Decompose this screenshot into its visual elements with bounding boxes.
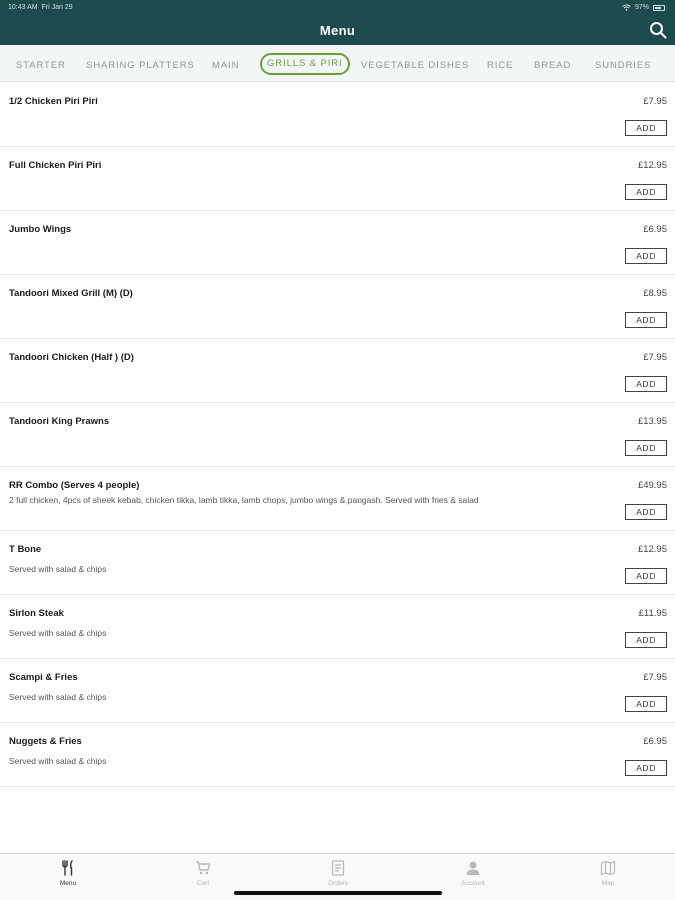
menu-item <box>0 467 675 531</box>
tab-starter[interactable]: STARTER <box>16 60 66 71</box>
tab-grills-piri[interactable]: GRILLS & PIRI <box>260 53 350 75</box>
page-title: Menu <box>319 23 356 38</box>
cart-icon <box>195 860 211 876</box>
home-indicator[interactable] <box>234 891 442 895</box>
item-price: £12.95 <box>637 160 667 171</box>
menu-item <box>0 83 675 147</box>
tab-rice[interactable]: RICE <box>487 60 514 71</box>
add-button[interactable]: ADD <box>625 248 667 264</box>
wifi-icon <box>622 4 631 11</box>
item-price: £12.95 <box>637 544 667 555</box>
add-button[interactable]: ADD <box>625 120 667 136</box>
search-icon[interactable] <box>649 21 667 39</box>
tabbar-item-account[interactable] <box>443 860 503 887</box>
item-price: £6.95 <box>643 736 667 747</box>
item-name: Jumbo Wings <box>9 224 72 235</box>
item-name: Tandoori King Prawns <box>9 416 110 427</box>
item-name: RR Combo (Serves 4 people) <box>9 480 140 491</box>
item-price: £7.95 <box>643 96 667 107</box>
menu-item <box>0 659 675 723</box>
item-description: Served with salad & chips <box>9 628 107 638</box>
cutlery-icon <box>60 860 76 876</box>
battery-percent: 97% <box>634 4 649 11</box>
map-icon <box>600 860 616 876</box>
item-name: 1/2 Chicken Piri Piri <box>9 96 98 107</box>
tabbar-item-orders[interactable] <box>308 860 368 887</box>
tab-sundries[interactable]: SUNDRIES <box>595 60 652 71</box>
add-button[interactable]: ADD <box>625 632 667 648</box>
item-name: Tandoori Chicken (Half ) (D) <box>9 352 134 363</box>
tabbar-label: Account <box>461 880 485 887</box>
status-bar <box>0 0 675 16</box>
menu-item <box>0 531 675 595</box>
menu-item <box>0 595 675 659</box>
add-button[interactable]: ADD <box>625 312 667 328</box>
item-description: Served with salad & chips <box>9 564 107 574</box>
item-name: Full Chicken Piri Piri <box>9 160 102 171</box>
item-name: T Bone <box>9 544 42 555</box>
item-price: £7.95 <box>643 672 667 683</box>
account-icon <box>465 860 481 876</box>
item-name: Sirlon Steak <box>9 608 64 619</box>
tabbar-label: Menu <box>59 880 77 887</box>
tab-main[interactable]: MAIN <box>212 60 240 71</box>
add-button[interactable]: ADD <box>625 568 667 584</box>
battery-icon <box>653 5 665 11</box>
menu-item <box>0 147 675 211</box>
item-price: £8.95 <box>643 288 667 299</box>
item-price: £7.95 <box>643 352 667 363</box>
tabbar-label: Orders <box>328 880 348 887</box>
item-name: Scampi & Fries <box>9 672 78 683</box>
add-button[interactable]: ADD <box>625 504 667 520</box>
add-button[interactable]: ADD <box>625 696 667 712</box>
tab-bread[interactable]: BREAD <box>534 60 572 71</box>
menu-item <box>0 339 675 403</box>
app-header <box>0 16 675 45</box>
add-button[interactable]: ADD <box>625 440 667 456</box>
item-price: £6.95 <box>643 224 667 235</box>
item-price: £11.95 <box>638 608 667 619</box>
item-description: 2 full chicken, 4pcs of sheek kebab, chicken tikka, lamb tikka, lamb chops, jumbo wings & pangash. Served with fries & salad <box>9 495 479 505</box>
orders-icon <box>330 860 346 876</box>
tabbar-item-map[interactable] <box>578 860 638 887</box>
item-description: Served with salad & chips <box>9 692 107 702</box>
status-right <box>622 4 665 11</box>
item-name: Nuggets & Fries <box>9 736 82 747</box>
tab-vegetable-dishes[interactable]: VEGETABLE DISHES <box>361 60 470 71</box>
item-name: Tandoori Mixed Grill (M) (D) <box>9 288 133 299</box>
item-price: £49.95 <box>637 480 667 491</box>
tabbar-label: Cart <box>196 880 210 887</box>
status-time: 10:43 AM Fri Jan 29 <box>8 4 73 11</box>
menu-item <box>0 403 675 467</box>
add-button[interactable]: ADD <box>625 376 667 392</box>
menu-item <box>0 275 675 339</box>
tabbar-item-cart[interactable] <box>173 860 233 887</box>
item-price: £13.95 <box>637 416 667 427</box>
menu-item <box>0 211 675 275</box>
menu-item-list <box>0 83 675 787</box>
add-button[interactable]: ADD <box>625 184 667 200</box>
tabbar-item-menu[interactable] <box>38 860 98 887</box>
add-button[interactable]: ADD <box>625 760 667 776</box>
item-description: Served with salad & chips <box>9 756 107 766</box>
tab-sharing-platters[interactable]: SHARING PLATTERS <box>86 60 195 71</box>
tabbar-label: Map <box>601 880 615 887</box>
menu-item <box>0 723 675 787</box>
